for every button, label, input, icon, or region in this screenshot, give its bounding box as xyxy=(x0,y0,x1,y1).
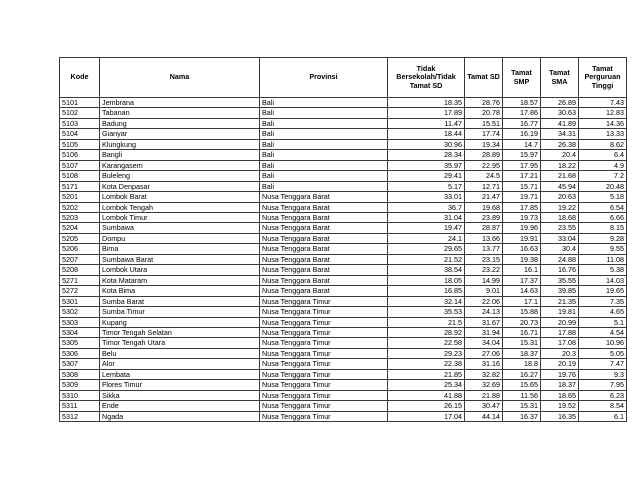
cell-kode: 5307 xyxy=(60,359,100,369)
cell-tidak-tamat-sd: 29.65 xyxy=(388,244,465,254)
cell-provinsi: Bali xyxy=(260,98,388,108)
cell-tamat-sma: 20.19 xyxy=(541,359,579,369)
table-row xyxy=(60,401,627,411)
cell-kode: 5272 xyxy=(60,286,100,296)
cell-tamat-sd: 32.82 xyxy=(465,369,503,379)
cell-nama: Kota Bima xyxy=(100,286,260,296)
cell-provinsi: Nusa Tenggara Barat xyxy=(260,254,388,264)
cell-tamat-pt: 6.54 xyxy=(579,202,627,212)
cell-tamat-smp: 19.38 xyxy=(503,254,541,264)
cell-tamat-sd: 31.94 xyxy=(465,327,503,337)
cell-tamat-sd: 24.5 xyxy=(465,171,503,181)
cell-tamat-sd: 15.51 xyxy=(465,118,503,128)
cell-provinsi: Nusa Tenggara Timur xyxy=(260,327,388,337)
cell-kode: 5301 xyxy=(60,296,100,306)
cell-kode: 5306 xyxy=(60,348,100,358)
cell-kode: 5304 xyxy=(60,327,100,337)
cell-kode: 5106 xyxy=(60,150,100,160)
cell-nama: Klungkung xyxy=(100,139,260,149)
cell-kode: 5305 xyxy=(60,338,100,348)
cell-nama: Jembrana xyxy=(100,98,260,108)
table-row xyxy=(60,212,627,222)
cell-tamat-sd: 27.06 xyxy=(465,348,503,358)
cell-tidak-tamat-sd: 35.97 xyxy=(388,160,465,170)
cell-tamat-sma: 17.88 xyxy=(541,327,579,337)
cell-tamat-smp: 17.86 xyxy=(503,108,541,118)
cell-tamat-sma: 18.68 xyxy=(541,212,579,222)
cell-tamat-smp: 17.37 xyxy=(503,275,541,285)
cell-tidak-tamat-sd: 26.15 xyxy=(388,401,465,411)
cell-provinsi: Bali xyxy=(260,108,388,118)
table-row xyxy=(60,307,627,317)
cell-provinsi: Bali xyxy=(260,129,388,139)
cell-tamat-sd: 34.04 xyxy=(465,338,503,348)
table-row xyxy=(60,275,627,285)
cell-tamat-pt: 5.38 xyxy=(579,265,627,275)
cell-tamat-sma: 18.22 xyxy=(541,160,579,170)
cell-provinsi: Nusa Tenggara Timur xyxy=(260,307,388,317)
cell-nama: Dompu xyxy=(100,233,260,243)
cell-kode: 5308 xyxy=(60,369,100,379)
cell-tamat-smp: 15.97 xyxy=(503,150,541,160)
cell-nama: Flores Timur xyxy=(100,380,260,390)
cell-tidak-tamat-sd: 22.58 xyxy=(388,338,465,348)
cell-nama: Bangli xyxy=(100,150,260,160)
cell-tamat-sd: 22.06 xyxy=(465,296,503,306)
cell-tamat-sma: 26.89 xyxy=(541,98,579,108)
cell-kode: 5310 xyxy=(60,390,100,400)
cell-tidak-tamat-sd: 33.01 xyxy=(388,192,465,202)
cell-tamat-smp: 15.31 xyxy=(503,401,541,411)
cell-tamat-smp: 19.96 xyxy=(503,223,541,233)
cell-tamat-pt: 9.55 xyxy=(579,244,627,254)
cell-tidak-tamat-sd: 41.88 xyxy=(388,390,465,400)
cell-tidak-tamat-sd: 30.96 xyxy=(388,139,465,149)
cell-nama: Lembata xyxy=(100,369,260,379)
cell-nama: Ngada xyxy=(100,411,260,421)
cell-tamat-smp: 20.73 xyxy=(503,317,541,327)
cell-nama: Sumbawa xyxy=(100,223,260,233)
cell-kode: 5309 xyxy=(60,380,100,390)
cell-tamat-sd: 31.16 xyxy=(465,359,503,369)
cell-nama: Badung xyxy=(100,118,260,128)
table-row xyxy=(60,327,627,337)
cell-tamat-smp: 14.63 xyxy=(503,286,541,296)
cell-tamat-sma: 21.35 xyxy=(541,296,579,306)
cell-tidak-tamat-sd: 25.34 xyxy=(388,380,465,390)
cell-tamat-sd: 14.99 xyxy=(465,275,503,285)
cell-provinsi: Nusa Tenggara Barat xyxy=(260,212,388,222)
cell-tamat-sma: 21.68 xyxy=(541,171,579,181)
cell-nama: Lombok Barat xyxy=(100,192,260,202)
cell-nama: Buleleng xyxy=(100,171,260,181)
cell-tamat-smp: 14.7 xyxy=(503,139,541,149)
cell-tamat-pt: 6.1 xyxy=(579,411,627,421)
cell-tamat-pt: 9.3 xyxy=(579,369,627,379)
cell-tamat-sd: 21.88 xyxy=(465,390,503,400)
cell-tamat-sd: 31.67 xyxy=(465,317,503,327)
cell-kode: 5103 xyxy=(60,118,100,128)
table-row xyxy=(60,411,627,421)
cell-tamat-sd: 21.47 xyxy=(465,192,503,202)
cell-tidak-tamat-sd: 19.47 xyxy=(388,223,465,233)
cell-provinsi: Bali xyxy=(260,171,388,181)
cell-provinsi: Bali xyxy=(260,160,388,170)
table-row xyxy=(60,223,627,233)
table-row xyxy=(60,150,627,160)
cell-tidak-tamat-sd: 28.34 xyxy=(388,150,465,160)
cell-provinsi: Nusa Tenggara Barat xyxy=(260,275,388,285)
cell-tamat-smp: 15.65 xyxy=(503,380,541,390)
cell-provinsi: Bali xyxy=(260,150,388,160)
cell-provinsi: Nusa Tenggara Barat xyxy=(260,192,388,202)
cell-tamat-sma: 41.89 xyxy=(541,118,579,128)
table-row xyxy=(60,202,627,212)
cell-tamat-pt: 6.23 xyxy=(579,390,627,400)
cell-tidak-tamat-sd: 18.44 xyxy=(388,129,465,139)
cell-tamat-smp: 15.88 xyxy=(503,307,541,317)
cell-tamat-smp: 16.1 xyxy=(503,265,541,275)
table-row xyxy=(60,98,627,108)
table-row xyxy=(60,171,627,181)
cell-nama: Sikka xyxy=(100,390,260,400)
cell-tamat-sma: 26.38 xyxy=(541,139,579,149)
cell-tamat-smp: 16.77 xyxy=(503,118,541,128)
cell-tamat-pt: 10.96 xyxy=(579,338,627,348)
header-provinsi: Provinsi xyxy=(260,58,388,98)
cell-tamat-pt: 8.62 xyxy=(579,139,627,149)
cell-tidak-tamat-sd: 11.47 xyxy=(388,118,465,128)
table-row xyxy=(60,108,627,118)
cell-provinsi: Nusa Tenggara Timur xyxy=(260,390,388,400)
cell-tamat-smp: 16.19 xyxy=(503,129,541,139)
cell-provinsi: Nusa Tenggara Timur xyxy=(260,369,388,379)
cell-tamat-pt: 5.1 xyxy=(579,317,627,327)
cell-kode: 5203 xyxy=(60,212,100,222)
cell-provinsi: Nusa Tenggara Barat xyxy=(260,233,388,243)
cell-tamat-pt: 7.47 xyxy=(579,359,627,369)
cell-tamat-smp: 16.37 xyxy=(503,411,541,421)
cell-kode: 5271 xyxy=(60,275,100,285)
cell-nama: Lombok Timur xyxy=(100,212,260,222)
cell-tamat-smp: 17.1 xyxy=(503,296,541,306)
cell-tamat-sd: 23.22 xyxy=(465,265,503,275)
cell-tamat-sma: 33.04 xyxy=(541,233,579,243)
cell-tamat-pt: 7.43 xyxy=(579,98,627,108)
table-row xyxy=(60,265,627,275)
cell-tidak-tamat-sd: 21.52 xyxy=(388,254,465,264)
table-row xyxy=(60,244,627,254)
cell-kode: 5303 xyxy=(60,317,100,327)
table-row xyxy=(60,118,627,128)
cell-tamat-sd: 32.69 xyxy=(465,380,503,390)
cell-tidak-tamat-sd: 29.41 xyxy=(388,171,465,181)
cell-kode: 5201 xyxy=(60,192,100,202)
cell-nama: Belu xyxy=(100,348,260,358)
cell-tamat-sd: 23.15 xyxy=(465,254,503,264)
cell-provinsi: Nusa Tenggara Timur xyxy=(260,338,388,348)
cell-tamat-smp: 15.31 xyxy=(503,338,541,348)
cell-tamat-sma: 45.94 xyxy=(541,181,579,191)
cell-tamat-pt: 12.83 xyxy=(579,108,627,118)
cell-tamat-smp: 16.71 xyxy=(503,327,541,337)
cell-tamat-pt: 5.18 xyxy=(579,192,627,202)
cell-provinsi: Nusa Tenggara Timur xyxy=(260,296,388,306)
cell-provinsi: Nusa Tenggara Barat xyxy=(260,286,388,296)
cell-tamat-smp: 11.56 xyxy=(503,390,541,400)
header-tamat-smp: Tamat SMP xyxy=(503,58,541,98)
cell-kode: 5105 xyxy=(60,139,100,149)
cell-provinsi: Bali xyxy=(260,118,388,128)
cell-tamat-sd: 23.89 xyxy=(465,212,503,222)
cell-tamat-smp: 17.85 xyxy=(503,202,541,212)
cell-tamat-pt: 9.28 xyxy=(579,233,627,243)
table-row xyxy=(60,317,627,327)
cell-tamat-pt: 13.33 xyxy=(579,129,627,139)
cell-nama: Kupang xyxy=(100,317,260,327)
cell-provinsi: Nusa Tenggara Timur xyxy=(260,317,388,327)
cell-tidak-tamat-sd: 21.85 xyxy=(388,369,465,379)
cell-tidak-tamat-sd: 18.35 xyxy=(388,98,465,108)
cell-tamat-sma: 24.88 xyxy=(541,254,579,264)
cell-provinsi: Nusa Tenggara Barat xyxy=(260,223,388,233)
cell-tamat-pt: 8.15 xyxy=(579,223,627,233)
cell-tamat-sma: 20.99 xyxy=(541,317,579,327)
cell-tidak-tamat-sd: 31.04 xyxy=(388,212,465,222)
cell-tamat-pt: 14.36 xyxy=(579,118,627,128)
cell-nama: Bima xyxy=(100,244,260,254)
education-table xyxy=(59,57,627,422)
cell-provinsi: Nusa Tenggara Timur xyxy=(260,380,388,390)
cell-nama: Timor Tengah Selatan xyxy=(100,327,260,337)
table-row xyxy=(60,233,627,243)
cell-tamat-sma: 20.4 xyxy=(541,150,579,160)
cell-tamat-sd: 28.87 xyxy=(465,223,503,233)
cell-kode: 5208 xyxy=(60,265,100,275)
cell-nama: Alor xyxy=(100,359,260,369)
cell-tamat-pt: 7.35 xyxy=(579,296,627,306)
cell-tamat-smp: 15.71 xyxy=(503,181,541,191)
cell-nama: Kota Denpasar xyxy=(100,181,260,191)
cell-nama: Ende xyxy=(100,401,260,411)
cell-tidak-tamat-sd: 36.7 xyxy=(388,202,465,212)
cell-tamat-sd: 20.78 xyxy=(465,108,503,118)
cell-tamat-pt: 20.48 xyxy=(579,181,627,191)
table-row xyxy=(60,390,627,400)
cell-tamat-sma: 23.55 xyxy=(541,223,579,233)
cell-tamat-pt: 6.66 xyxy=(579,212,627,222)
cell-tidak-tamat-sd: 17.04 xyxy=(388,411,465,421)
table-row xyxy=(60,296,627,306)
cell-kode: 5206 xyxy=(60,244,100,254)
table-row xyxy=(60,286,627,296)
cell-kode: 5302 xyxy=(60,307,100,317)
cell-tidak-tamat-sd: 35.53 xyxy=(388,307,465,317)
cell-tamat-sma: 20.63 xyxy=(541,192,579,202)
header-row xyxy=(60,58,627,98)
cell-tamat-sma: 30.63 xyxy=(541,108,579,118)
cell-nama: Karangasem xyxy=(100,160,260,170)
cell-kode: 5104 xyxy=(60,129,100,139)
cell-tamat-pt: 6.4 xyxy=(579,150,627,160)
cell-tamat-sma: 19.76 xyxy=(541,369,579,379)
cell-tidak-tamat-sd: 38.54 xyxy=(388,265,465,275)
cell-kode: 5107 xyxy=(60,160,100,170)
cell-provinsi: Bali xyxy=(260,139,388,149)
cell-tamat-sma: 19.52 xyxy=(541,401,579,411)
cell-tamat-sd: 17.74 xyxy=(465,129,503,139)
cell-kode: 5312 xyxy=(60,411,100,421)
cell-nama: Kota Mataram xyxy=(100,275,260,285)
cell-tamat-smp: 19.71 xyxy=(503,192,541,202)
cell-tamat-sd: 44.14 xyxy=(465,411,503,421)
table-row xyxy=(60,139,627,149)
cell-kode: 5204 xyxy=(60,223,100,233)
cell-tamat-smp: 18.37 xyxy=(503,348,541,358)
cell-tamat-sma: 16.76 xyxy=(541,265,579,275)
cell-provinsi: Bali xyxy=(260,181,388,191)
cell-tamat-pt: 8.54 xyxy=(579,401,627,411)
cell-kode: 5207 xyxy=(60,254,100,264)
cell-tamat-smp: 17.21 xyxy=(503,171,541,181)
cell-provinsi: Nusa Tenggara Barat xyxy=(260,244,388,254)
cell-tidak-tamat-sd: 5.17 xyxy=(388,181,465,191)
cell-tamat-sma: 39.85 xyxy=(541,286,579,296)
table-row xyxy=(60,254,627,264)
cell-tamat-sma: 18.65 xyxy=(541,390,579,400)
cell-nama: Gianyar xyxy=(100,129,260,139)
cell-tamat-pt: 14.03 xyxy=(579,275,627,285)
cell-tamat-pt: 5.05 xyxy=(579,348,627,358)
cell-provinsi: Nusa Tenggara Timur xyxy=(260,411,388,421)
cell-tamat-sma: 19.81 xyxy=(541,307,579,317)
cell-tamat-sma: 19.22 xyxy=(541,202,579,212)
cell-nama: Timor Tengah Utara xyxy=(100,338,260,348)
cell-provinsi: Nusa Tenggara Timur xyxy=(260,348,388,358)
cell-nama: Sumba Barat xyxy=(100,296,260,306)
cell-tamat-smp: 19.91 xyxy=(503,233,541,243)
cell-tamat-smp: 19.73 xyxy=(503,212,541,222)
cell-tidak-tamat-sd: 29.23 xyxy=(388,348,465,358)
cell-tidak-tamat-sd: 28.92 xyxy=(388,327,465,337)
table-row xyxy=(60,369,627,379)
header-nama: Nama xyxy=(100,58,260,98)
cell-nama: Sumba Timur xyxy=(100,307,260,317)
cell-tamat-sd: 12.71 xyxy=(465,181,503,191)
cell-tamat-sma: 20.3 xyxy=(541,348,579,358)
cell-tamat-pt: 4.54 xyxy=(579,327,627,337)
cell-tamat-smp: 16.63 xyxy=(503,244,541,254)
table-row xyxy=(60,359,627,369)
cell-tamat-sma: 16.35 xyxy=(541,411,579,421)
cell-tamat-sd: 28.89 xyxy=(465,150,503,160)
cell-provinsi: Nusa Tenggara Timur xyxy=(260,401,388,411)
cell-tidak-tamat-sd: 32.14 xyxy=(388,296,465,306)
cell-tidak-tamat-sd: 18.05 xyxy=(388,275,465,285)
table-row xyxy=(60,348,627,358)
cell-kode: 5108 xyxy=(60,171,100,181)
cell-tamat-sd: 24.13 xyxy=(465,307,503,317)
cell-tamat-sma: 17.08 xyxy=(541,338,579,348)
cell-tamat-sma: 18.37 xyxy=(541,380,579,390)
cell-kode: 5205 xyxy=(60,233,100,243)
header-tamat-sma: Tamat SMA xyxy=(541,58,579,98)
cell-tidak-tamat-sd: 21.5 xyxy=(388,317,465,327)
cell-tamat-sd: 13.66 xyxy=(465,233,503,243)
cell-nama: Sumbawa Barat xyxy=(100,254,260,264)
cell-nama: Tabanan xyxy=(100,108,260,118)
cell-kode: 5101 xyxy=(60,98,100,108)
cell-tamat-pt: 19.65 xyxy=(579,286,627,296)
table-row xyxy=(60,380,627,390)
cell-tamat-smp: 16.27 xyxy=(503,369,541,379)
table-row xyxy=(60,338,627,348)
table-row xyxy=(60,160,627,170)
cell-tidak-tamat-sd: 22.38 xyxy=(388,359,465,369)
table-row xyxy=(60,129,627,139)
table-row xyxy=(60,192,627,202)
cell-tamat-sma: 34.31 xyxy=(541,129,579,139)
table-body xyxy=(60,98,627,422)
cell-kode: 5311 xyxy=(60,401,100,411)
cell-provinsi: Nusa Tenggara Barat xyxy=(260,202,388,212)
header-tidak-tamat-sd: Tidak Bersekolah/Tidak Tamat SD xyxy=(388,58,465,98)
cell-nama: Lombok Utara xyxy=(100,265,260,275)
cell-tamat-pt: 4.65 xyxy=(579,307,627,317)
cell-tamat-smp: 17.95 xyxy=(503,160,541,170)
cell-tamat-sma: 30.4 xyxy=(541,244,579,254)
cell-provinsi: Nusa Tenggara Timur xyxy=(260,359,388,369)
header-kode: Kode xyxy=(60,58,100,98)
cell-provinsi: Nusa Tenggara Barat xyxy=(260,265,388,275)
cell-tamat-sd: 13.77 xyxy=(465,244,503,254)
cell-kode: 5202 xyxy=(60,202,100,212)
cell-tidak-tamat-sd: 16.85 xyxy=(388,286,465,296)
cell-tamat-smp: 18.57 xyxy=(503,98,541,108)
cell-tamat-sd: 19.34 xyxy=(465,139,503,149)
cell-tidak-tamat-sd: 17.89 xyxy=(388,108,465,118)
cell-tamat-sd: 9.01 xyxy=(465,286,503,296)
cell-tamat-smp: 18.8 xyxy=(503,359,541,369)
cell-tamat-pt: 7.2 xyxy=(579,171,627,181)
cell-tamat-sd: 19.68 xyxy=(465,202,503,212)
table-row xyxy=(60,181,627,191)
cell-kode: 5171 xyxy=(60,181,100,191)
cell-tamat-pt: 7.95 xyxy=(579,380,627,390)
cell-tamat-sd: 30.47 xyxy=(465,401,503,411)
cell-tamat-pt: 11.08 xyxy=(579,254,627,264)
cell-nama: Lombok Tengah xyxy=(100,202,260,212)
cell-kode: 5102 xyxy=(60,108,100,118)
cell-tamat-sma: 35.55 xyxy=(541,275,579,285)
cell-tamat-pt: 4.9 xyxy=(579,160,627,170)
cell-tamat-sd: 28.76 xyxy=(465,98,503,108)
header-tamat-pt: Tamat Perguruan Tinggi xyxy=(579,58,627,98)
cell-tamat-sd: 22.95 xyxy=(465,160,503,170)
cell-tidak-tamat-sd: 24.1 xyxy=(388,233,465,243)
header-tamat-sd: Tamat SD xyxy=(465,58,503,98)
